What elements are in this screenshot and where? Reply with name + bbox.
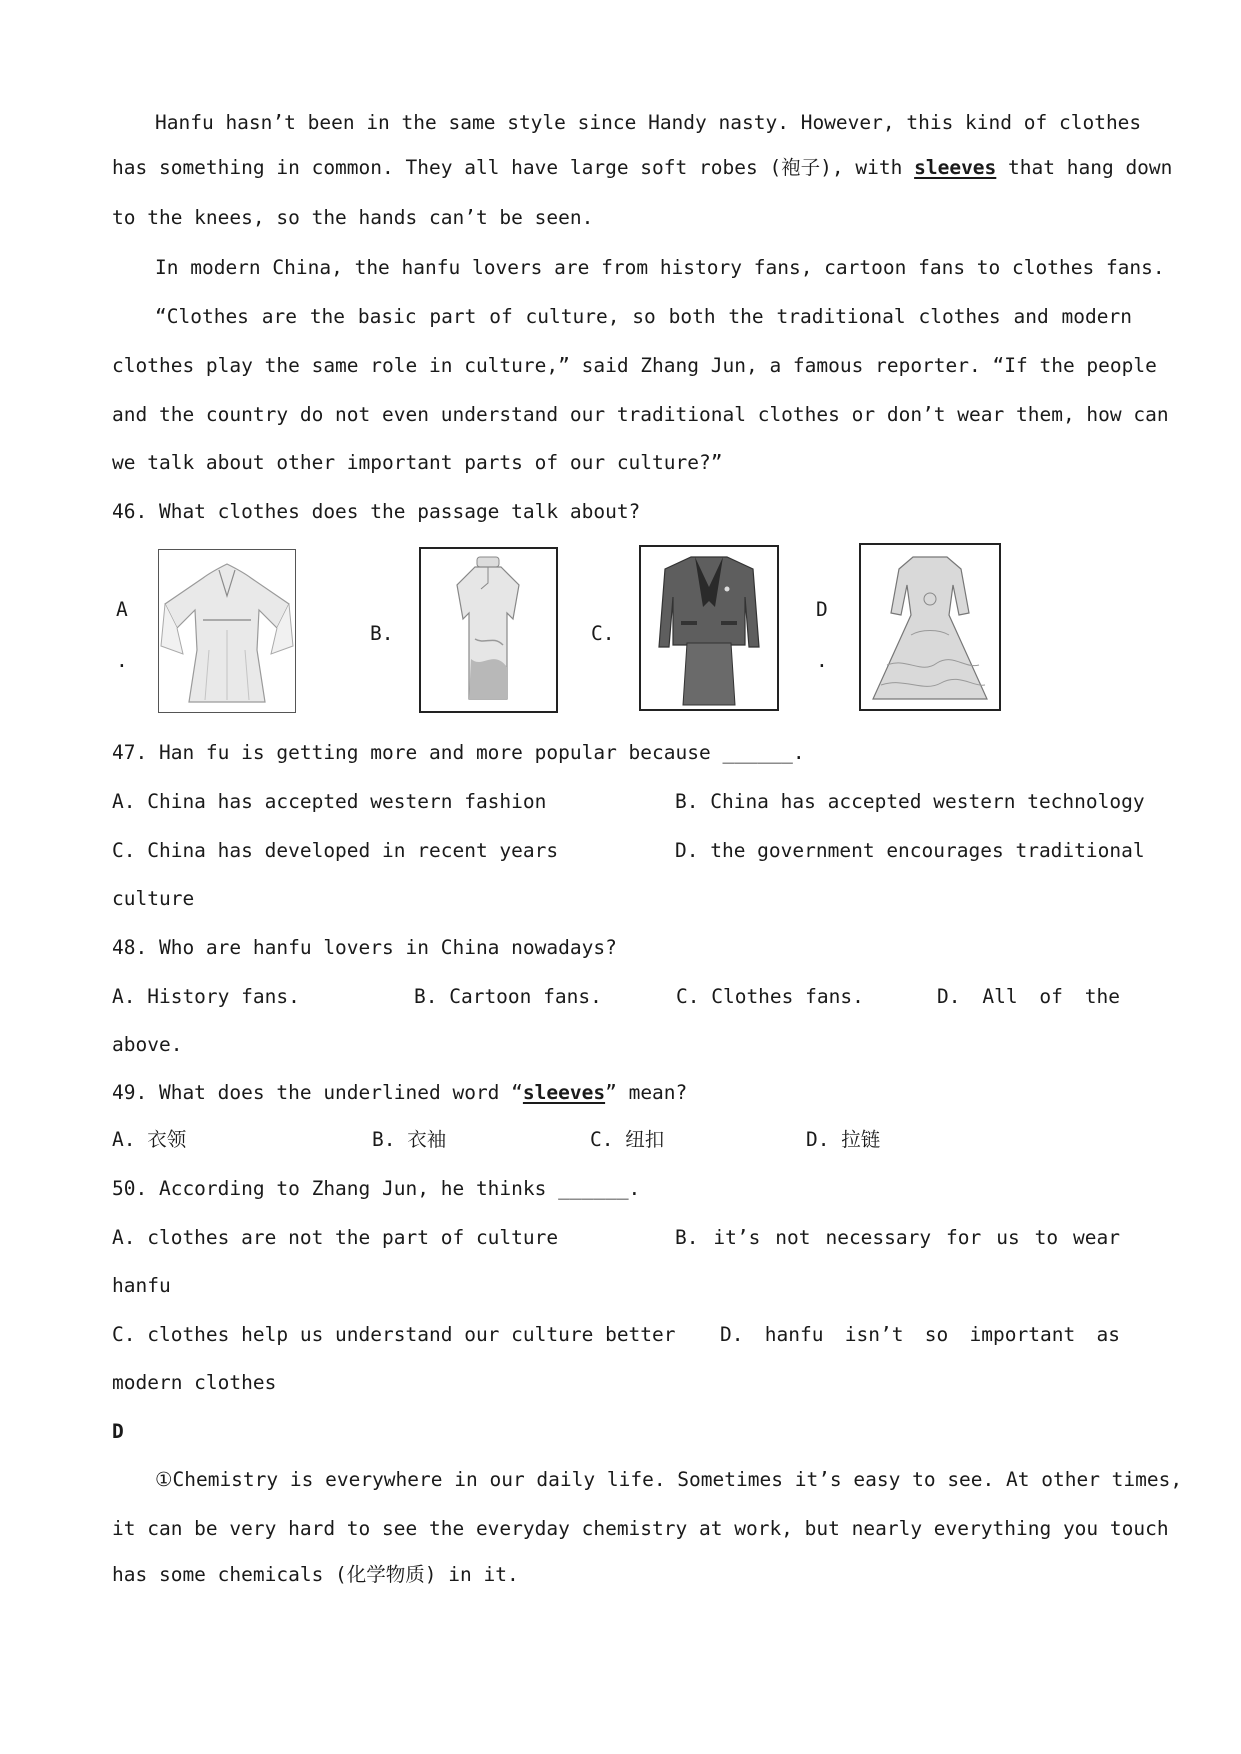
option-50-b-continued: hanfu	[112, 1274, 171, 1297]
hanfu-image[interactable]	[158, 549, 296, 713]
question-47: 47. Han fu is getting more and more popular because ______.	[112, 741, 805, 764]
option-48-a[interactable]: A. History fans.	[112, 985, 300, 1008]
option-47-a[interactable]: A. China has accepted western fashion	[112, 790, 547, 813]
option-48-d-continued: above.	[112, 1033, 183, 1056]
option-49-c[interactable]: C. 纽扣	[590, 1128, 665, 1151]
option-49-d[interactable]: D. 拉链	[806, 1128, 881, 1151]
option-50-b[interactable]: B. it’s not necessary for us to wear	[675, 1226, 1120, 1249]
gown-image[interactable]	[859, 543, 1001, 711]
question-46: 46. What clothes does the passage talk about?	[112, 500, 641, 523]
passage-line: and the country do not even understand our traditional clothes or don’t wear them, how can	[112, 403, 1169, 426]
passage-line: “Clothes are the basic part of culture, so both the traditional clothes and modern	[155, 305, 1132, 328]
option-48-b[interactable]: B. Cartoon fans.	[414, 985, 602, 1008]
option-d-dot: .	[816, 649, 828, 672]
option-50-d[interactable]: D. hanfu isn’t so important as	[720, 1323, 1120, 1346]
question-49: 49. What does the underlined word “sleeves” mean?	[112, 1081, 688, 1104]
ball-gown-icon	[861, 545, 999, 709]
question-48: 48. Who are hanfu lovers in China nowadays?	[112, 936, 617, 959]
section-d-label: D	[112, 1420, 124, 1443]
option-a-dot: .	[116, 649, 128, 672]
underlined-word-sleeves: sleeves	[522, 1081, 606, 1104]
suit-image[interactable]	[639, 545, 779, 711]
option-48-c[interactable]: C. Clothes fans.	[676, 985, 864, 1008]
option-50-a[interactable]: A. clothes are not the part of culture	[112, 1226, 559, 1249]
option-b-letter: B.	[370, 622, 394, 645]
section-d-line: has some chemicals (化学物质) in it.	[112, 1563, 519, 1586]
passage-line: Hanfu hasn’t been in the same style since Handy nasty. However, this kind of clothes	[155, 111, 1142, 134]
qipao-dress-icon	[421, 549, 556, 711]
option-47-d-continued: culture	[112, 887, 195, 910]
qipao-image[interactable]	[419, 547, 558, 713]
option-47-b[interactable]: B. China has accepted western technology	[675, 790, 1145, 813]
option-49-a[interactable]: A. 衣领	[112, 1128, 187, 1151]
option-c-letter: C.	[591, 622, 615, 645]
passage-line: In modern China, the hanfu lovers are from history fans, cartoon fans to clothes fans.	[155, 256, 1165, 279]
passage-line: clothes play the same role in culture,” said Zhang Jun, a famous reporter. “If the people	[112, 354, 1157, 377]
option-47-d[interactable]: D. the government encourages traditional	[675, 839, 1145, 862]
option-50-d-continued: modern clothes	[112, 1371, 277, 1394]
option-50-c[interactable]: C. clothes help us understand our culture better	[112, 1323, 676, 1346]
option-49-b[interactable]: B. 衣袖	[372, 1128, 447, 1151]
option-a-letter: A	[116, 598, 128, 621]
option-48-d[interactable]: D. All of the	[937, 985, 1120, 1008]
section-d-line: it can be very hard to see the everyday chemistry at work, but nearly everything you touch	[112, 1517, 1169, 1540]
underlined-word-sleeves: sleeves	[914, 156, 997, 179]
hanfu-robe-icon	[159, 550, 295, 712]
business-suit-icon	[641, 547, 777, 709]
question-50: 50. According to Zhang Jun, he thinks ______.	[112, 1177, 641, 1200]
passage-line: to the knees, so the hands can’t be seen.	[112, 206, 594, 229]
section-d-line: ①Chemistry is everywhere in our daily life. Sometimes it’s easy to see. At other times,	[155, 1468, 1183, 1491]
option-47-c[interactable]: C. China has developed in recent years	[112, 839, 559, 862]
passage-line: we talk about other important parts of our culture?”	[112, 451, 723, 474]
option-d-letter: D	[816, 598, 828, 621]
passage-line: has something in common. They all have large soft robes (袍子), with sleeves that hang down	[112, 156, 1173, 179]
